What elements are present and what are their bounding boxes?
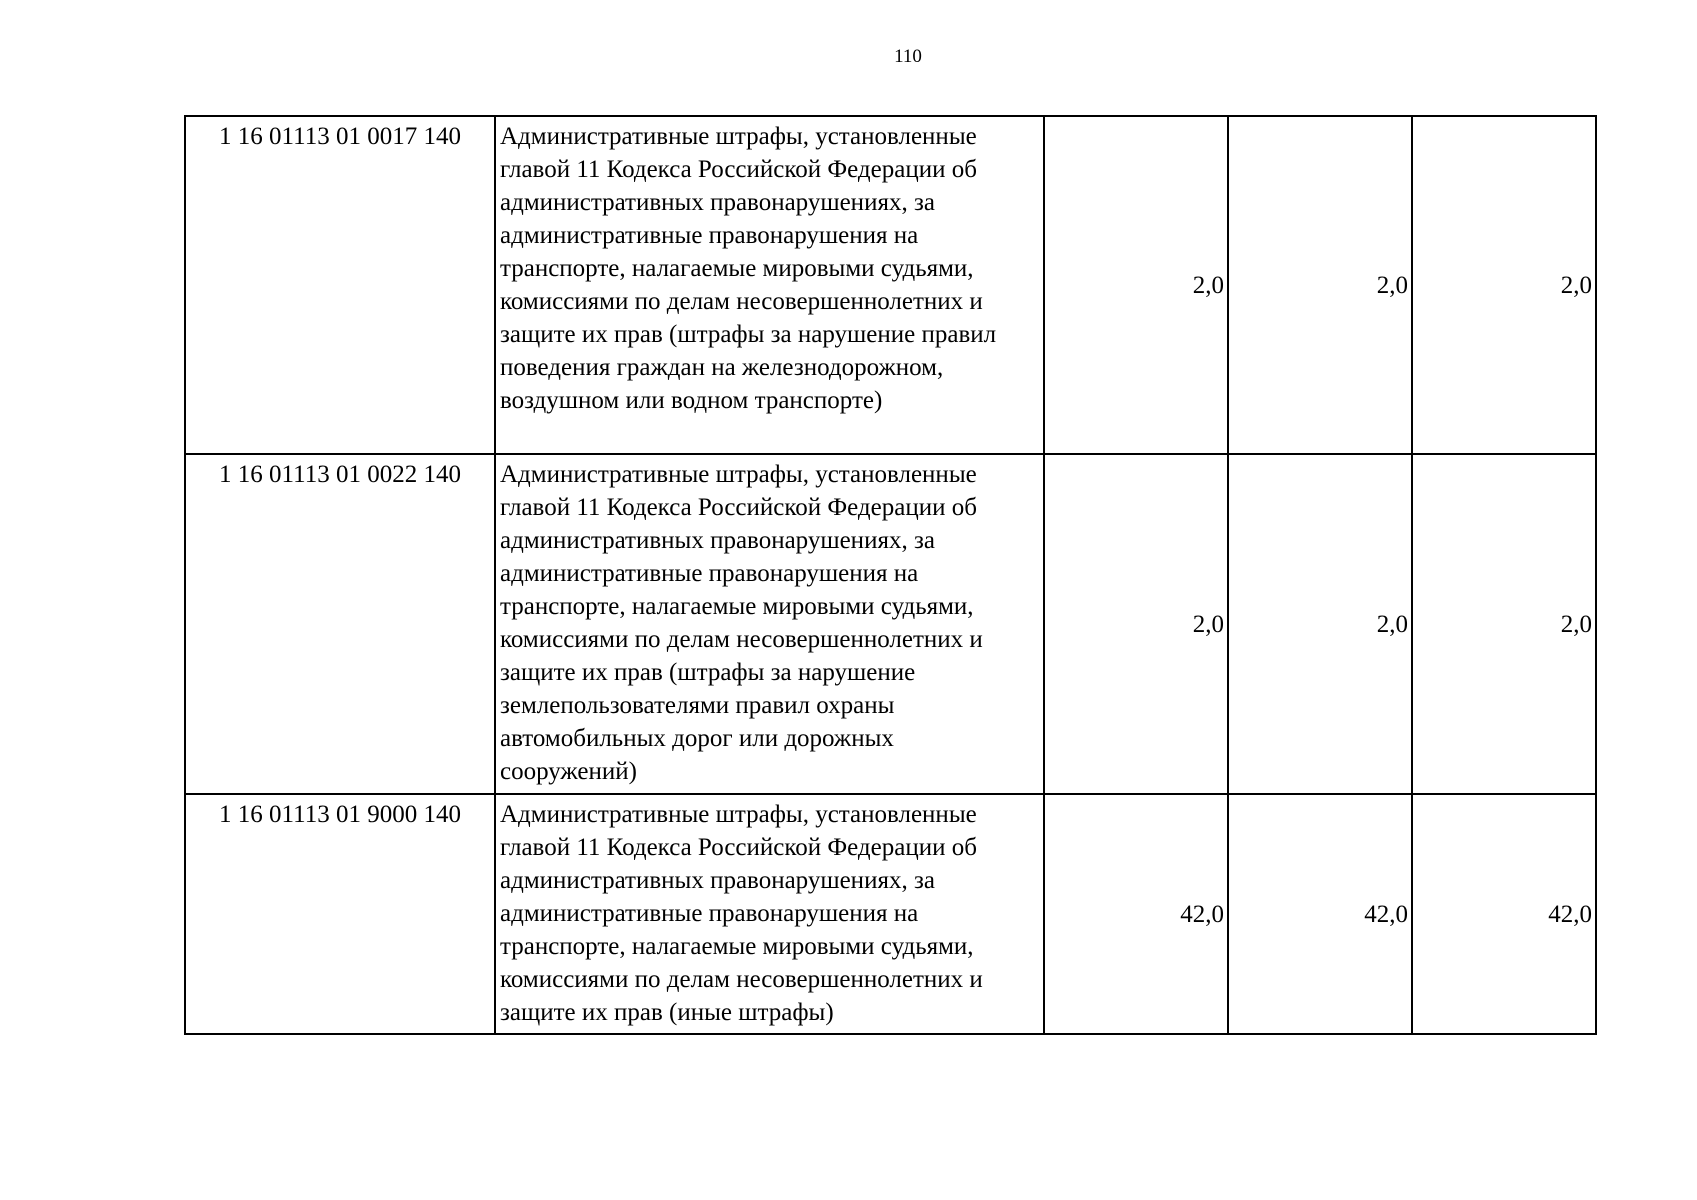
value-cell-3: 2,0 [1412, 454, 1596, 794]
description-cell: Административные штрафы, установленные главой 11 Кодекса Российской Федерации об административных правонарушениях, за административные правонарушения на транспорте, налагаемые мировыми судьями, комиссиями по делам несовершеннолетних и защите их прав (штрафы за нарушение правил поведения граждан на железнодорожном, воздушном или водном транспорте) [495, 116, 1044, 454]
value-cell-1: 2,0 [1044, 454, 1228, 794]
value-cell-1: 2,0 [1044, 116, 1228, 454]
value-cell-3: 2,0 [1412, 116, 1596, 454]
value-cell-2: 42,0 [1228, 794, 1412, 1034]
description-cell: Административные штрафы, установленные главой 11 Кодекса Российской Федерации об административных правонарушениях, за административные правонарушения на транспорте, налагаемые мировыми судьями, комиссиями по делам несовершеннолетних и защите их прав (штрафы за нарушение землепользователями правил охраны автомобильных дорог или дорожных сооружений) [495, 454, 1044, 794]
page-number: 110 [894, 46, 922, 67]
table-row [185, 116, 1596, 454]
value-cell-2: 2,0 [1228, 116, 1412, 454]
budget-code-cell: 1 16 01113 01 0022 140 [185, 454, 495, 794]
budget-code-cell: 1 16 01113 01 0017 140 [185, 116, 495, 454]
table-row [185, 794, 1596, 1034]
table-row [185, 454, 1596, 794]
value-cell-1: 42,0 [1044, 794, 1228, 1034]
budget-code-cell: 1 16 01113 01 9000 140 [185, 794, 495, 1034]
description-cell: Административные штрафы, установленные главой 11 Кодекса Российской Федерации об административных правонарушениях, за административные правонарушения на транспорте, налагаемые мировыми судьями, комиссиями по делам несовершеннолетних и защите их прав (иные штрафы) [495, 794, 1044, 1034]
value-cell-2: 2,0 [1228, 454, 1412, 794]
value-cell-3: 42,0 [1412, 794, 1596, 1034]
revenue-table [184, 115, 1597, 1035]
